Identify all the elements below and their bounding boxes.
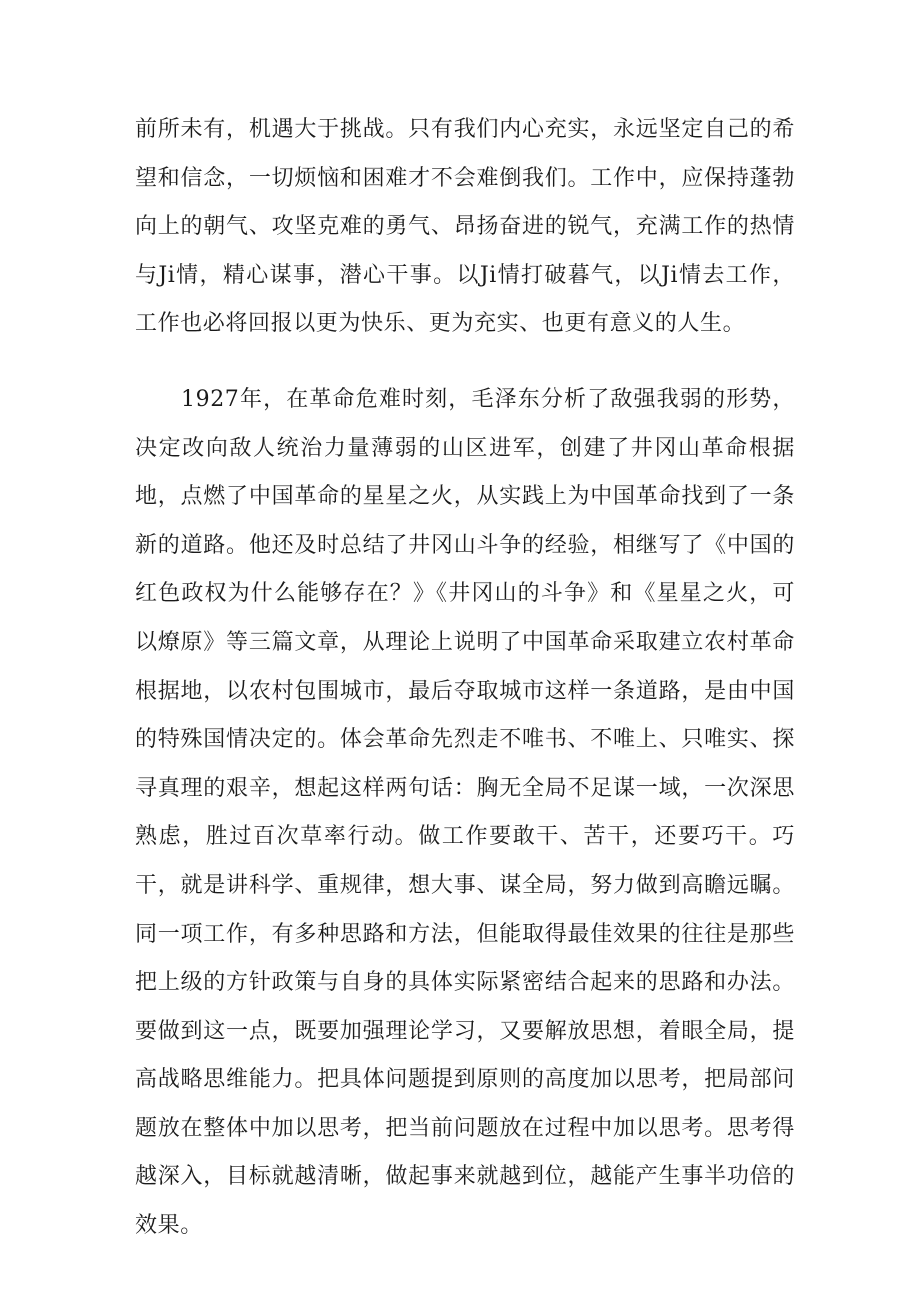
paragraph-continuation: 前所未有，机遇大于挑战。只有我们内心充实，永远坚定自己的希望和信念，一切烦恼和困难才不会难倒我们。工作中，应保持蓬勃向上的朝气、攻坚克难的勇气、昂扬奋进的锐气，充满工作的热情与Ji情，精心谋事，潜心干事。以Ji情打破暮气，以Ji情去工作，工作也必将回报以更为快乐、更为充实、也更有意义的人生。 [135,117,795,337]
paragraph-1927: 1927年，在革命危难时刻，毛泽东分析了敌强我弱的形势，决定改向敌人统治力量薄弱的山区进军，创建了井冈山革命根据地，点燃了中国革命的星星之火，从实践上为中国革命找到了一条新的道路。他还及时总结了井冈山斗争的经验，相继写了《中国的红色政权为什么能够存在？》《井冈山的斗争》和《星星之火，可以燎原》等三篇文章，从理论上说明了中国革命采取建立农村革命根据地，以农村包围城市，最后夺取城市这样一条道路，是由中国的特殊国情决定的。体会革命先烈走不唯书、不唯上、只唯实、探寻真理的艰辛，想起这样两句话：胸无全局不足谋一域，一次深思熟虑，胜过百次草率行动。做工作要敢干、苦干，还要巧干。巧干，就是讲科学、重规律，想大事、谋全局，努力做到高瞻远瞩。同一项工作，有多种思路和方法，但能取得最佳效果的往往是那些把上级的方针政策与自身的具体实际紧密结合起来的思路和办法。要做到这一点，既要加强理论学习，又要解放思想，着眼全局，提高战略思维能力。把具体问题提到原则的高度加以思考，把局部问题放在整体中加以思考，把当前问题放在过程中加以思考。思考得越深入，目标就越清晰，做起事来就越到位，越能产生事半功倍的效果。 [135,386,795,1239]
document-page [135,106,795,1251]
